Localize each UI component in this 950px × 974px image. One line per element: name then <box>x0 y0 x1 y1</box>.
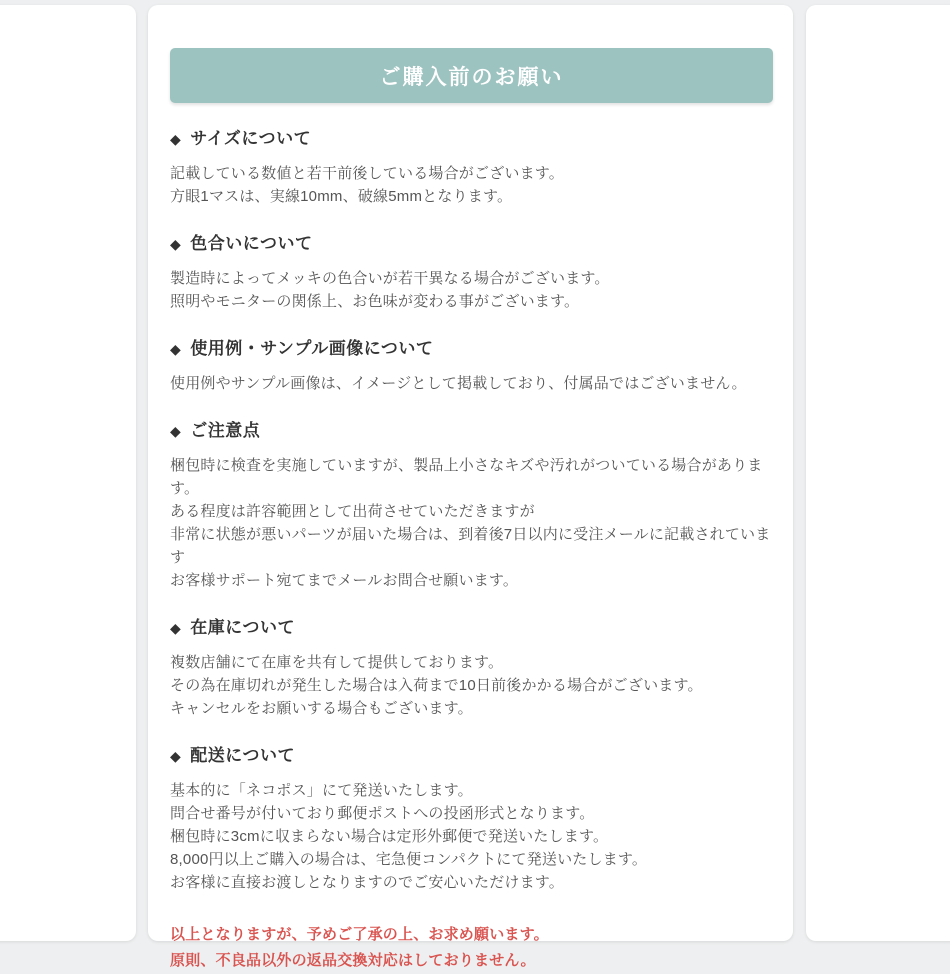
banner-title: ご購入前のお願い <box>379 65 564 89</box>
section-text-line: 8,000円以上ご購入の場合は、宅急便コンパクトにて発送いたします。 <box>170 851 648 868</box>
section-heading <box>170 339 773 359</box>
section-text-line: 照明やモニターの関係上、お色味が変わる事がございます。 <box>170 293 580 310</box>
diamond-bullet-icon: ◆ <box>170 620 182 636</box>
section-title: ご注意点 <box>190 421 261 440</box>
diamond-bullet-icon: ◆ <box>170 236 182 252</box>
section-stock <box>170 618 773 720</box>
diamond-bullet-icon: ◆ <box>170 131 182 147</box>
section-title: 在庫について <box>190 618 295 637</box>
section-cautions <box>170 421 773 592</box>
section-text-line: 方眼1マスは、実線10mm、破線5mmとなります。 <box>170 188 513 205</box>
section-size <box>170 129 773 208</box>
section-heading <box>170 746 773 766</box>
section-text-line: 記載している数値と若干前後している場合がございます。 <box>170 165 565 182</box>
section-title: 配送について <box>190 746 295 765</box>
left-panel <box>0 5 136 941</box>
section-shipping <box>170 746 773 894</box>
section-text-line: その為在庫切れが発生した場合は入荷まで10日前後かかる場合がございます。 <box>170 677 703 694</box>
diamond-bullet-icon: ◆ <box>170 748 182 764</box>
final-warning <box>170 922 773 974</box>
section-color <box>170 234 773 313</box>
section-text-line: 製造時によってメッキの色合いが若干異なる場合がございます。 <box>170 270 610 287</box>
section-text-line: 非常に状態が悪いパーツが届いた場合は、到着後7日以内に受注メールに記載されています <box>170 526 771 566</box>
section-text-line: ある程度は許容範囲として出荷させていただきますが <box>170 503 535 520</box>
section-text-line: キャンセルをお願いする場合もございます。 <box>170 700 473 717</box>
section-title: 色合いについて <box>190 234 313 253</box>
warning-text-line: 原則、不良品以外の返品交換対応はしておりません。 <box>170 952 536 969</box>
section-text-line: 問合せ番号が付いており郵便ポストへの投函形式となります。 <box>170 805 595 822</box>
section-text-line: お客様サポート宛てまでメールお問合せ願います。 <box>170 572 519 589</box>
section-text-line: 複数店舗にて在庫を共有して提供しております。 <box>170 654 504 671</box>
section-text-line: 基本的に「ネコポス」にて発送いたします。 <box>170 782 473 799</box>
section-title: 使用例・サンプル画像について <box>190 339 434 358</box>
section-heading <box>170 421 773 441</box>
section-text-line: 梱包時に検査を実施していますが、製品上小さなキズや汚れがついている場合があります。 <box>170 457 763 497</box>
right-panel <box>806 5 950 941</box>
section-text-line: お客様に直接お渡しとなりますのでご安心いただけます。 <box>170 874 565 891</box>
purchase-notice-banner <box>170 48 773 103</box>
diamond-bullet-icon: ◆ <box>170 423 182 439</box>
diamond-bullet-icon: ◆ <box>170 341 182 357</box>
section-text-line: 梱包時に3cmに収まらない場合は定形外郵便で発送いたします。 <box>170 828 609 845</box>
warning-text-line: 以上となりますが、予めご了承の上、お求め願います。 <box>170 926 549 943</box>
section-heading <box>170 129 773 149</box>
section-sample-images <box>170 339 773 395</box>
section-title: サイズについて <box>190 129 312 148</box>
purchase-notice-card <box>148 5 793 969</box>
section-heading <box>170 618 773 638</box>
section-heading <box>170 234 773 254</box>
section-text-line: 使用例やサンプル画像は、イメージとして掲載しており、付属品ではございません。 <box>170 375 747 392</box>
